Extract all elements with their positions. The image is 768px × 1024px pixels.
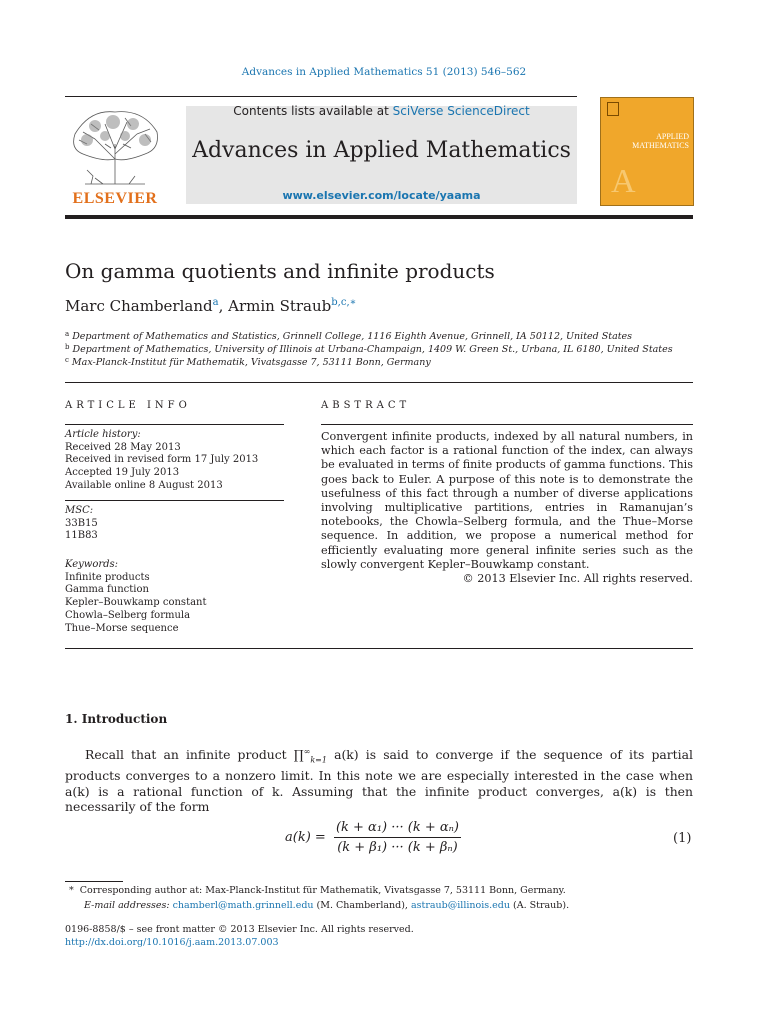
abstract-copyright: © 2013 Elsevier Inc. All rights reserved.: [462, 572, 693, 585]
revised-date: Received in revised form 17 July 2013: [65, 454, 259, 466]
product-lower-limit: k=1: [310, 755, 327, 765]
equation-number: (1): [673, 831, 692, 846]
affiliation-text: Department of Mathematics, University of Illinois at Urbana-Champaign, 1409 W. Green St., Urbana, IL 6180, United States: [72, 344, 673, 355]
msc-label: MSC:: [65, 505, 94, 516]
msc-code: 33B15: [65, 517, 98, 529]
affiliation-mark: a: [65, 330, 70, 338]
author-affiliation-mark[interactable]: b,c,∗: [331, 297, 357, 308]
msc-codes: [65, 505, 284, 543]
author-name: Armin Straub: [228, 297, 332, 315]
email-label: E-mail addresses:: [84, 900, 170, 911]
online-date: Available online 8 August 2013: [65, 479, 223, 491]
corresponding-author-footnote: [65, 885, 566, 896]
intro-paragraph: [65, 744, 693, 815]
contents-prefix: Contents lists available at: [233, 104, 393, 118]
corresponding-text: Corresponding author at: Max-Planck-Institut für Mathematik, Vivatsgasse 7, 53111 Bonn, Germany.: [79, 885, 566, 896]
cover-title-line1: APPLIED: [656, 132, 689, 141]
equation-lhs: a(k) =: [285, 830, 326, 845]
section-heading-introduction: 1. Introduction: [65, 712, 168, 726]
email-link-chamberland[interactable]: chamberl@math.grinnell.edu: [172, 900, 314, 911]
contents-line: [186, 104, 577, 118]
footnote-mark: *: [69, 885, 74, 896]
journal-reference[interactable]: Advances in Applied Mathematics 51 (2013) 546–562: [241, 66, 527, 78]
product-upper-limit: ∞: [303, 747, 311, 756]
issn-line: 0196-8858/$ – see front matter © 2013 Elsevier Inc. All rights reserved.: [65, 924, 414, 935]
abstract-rule: [321, 424, 693, 425]
email-link-straub[interactable]: astraub@illinois.edu: [410, 900, 510, 911]
journal-title: Advances in Applied Mathematics: [192, 138, 571, 163]
affiliation-text: Max-Planck-Institut für Mathematik, Vivatsgasse 7, 53111 Bonn, Germany: [71, 357, 431, 368]
footnote-rule: [65, 881, 123, 882]
paper-title: On gamma quotients and infinite products: [65, 259, 495, 283]
affiliation-mark: c: [65, 356, 69, 364]
cover-title: [605, 132, 689, 150]
journal-url-link[interactable]: www.elsevier.com/locate/yaama: [282, 189, 481, 202]
author-name: Marc Chamberland: [65, 297, 213, 315]
cover-logo-icon: [607, 102, 619, 116]
keyword: Chowla–Selberg formula: [65, 609, 191, 621]
keyword: Infinite products: [65, 571, 150, 583]
product-symbol: ∏: [293, 747, 304, 763]
email-owner: (M. Chamberland),: [313, 900, 411, 911]
article-history: [65, 429, 284, 493]
info-rule: [65, 500, 284, 501]
equation-denominator: (k + β₁) ··· (k + βₙ): [337, 840, 458, 855]
intro-text-rest: a(k) is said to converge if the sequence of its partial products converges to a nonzero limit. In this note we are especially interested in the case when a(k) is a rational function of k. Assuming that the infinite product converges, a(k) is then necessarily of the form: [65, 747, 693, 815]
affiliation: [65, 330, 632, 342]
intro-text-start: Recall that an infinite product: [85, 747, 294, 763]
abstract-heading: ABSTRACT: [321, 400, 411, 411]
keywords-label: Keywords:: [65, 559, 119, 570]
sciencedirect-link[interactable]: SciVerse ScienceDirect: [392, 104, 530, 118]
header-bottom-rule: [65, 215, 693, 219]
cover-title-line2: MATHEMATICS: [632, 141, 689, 150]
affiliation: [65, 356, 431, 368]
keyword: Kepler–Bouwkamp constant: [65, 597, 207, 609]
info-rule: [65, 424, 284, 425]
affiliation: [65, 343, 673, 355]
section-rule: [65, 648, 693, 649]
doi-link[interactable]: http://dx.doi.org/10.1016/j.aam.2013.07.003: [65, 937, 279, 948]
journal-cover-thumbnail: [600, 97, 694, 206]
keywords: [65, 559, 284, 635]
msc-code: 11B83: [65, 530, 98, 542]
cover-letter: A: [611, 163, 636, 200]
accepted-date: Accepted 19 July 2013: [65, 467, 180, 479]
keyword: Thue–Morse sequence: [65, 622, 179, 634]
abstract-text: Convergent infinite products, indexed by all natural numbers, in which each factor is a rational function of the index, can always be evaluated in terms of finite products of gamma functions. This goes back to Euler. A purpose of this note is to demonstrate the usefulness of this fact through a number of diverse applications involving multiplicative partitions, entries in Ramanujan’s notebooks, the Chowla–Selberg formula, and the Thue–Morse sequence. In addition, we propose a numerical method for efficiently evaluating more general infinite series such as the slowly convergent Kepler–Bouwkamp constant.: [321, 430, 693, 571]
section-rule: [65, 382, 693, 383]
header-top-rule: [65, 96, 577, 97]
email-owner: (A. Straub).: [510, 900, 570, 911]
equation-1: [285, 820, 461, 855]
received-date: Received 28 May 2013: [65, 441, 181, 453]
elsevier-wordmark: ELSEVIER: [72, 190, 158, 207]
affiliation-text: Department of Mathematics and Statistics, Grinnell College, 1116 Eighth Avenue, Grinnell, IA 50112, United States: [72, 331, 633, 342]
author-affiliation-mark[interactable]: a: [212, 297, 219, 308]
history-label: Article history:: [65, 429, 141, 440]
keyword: Gamma function: [65, 584, 149, 596]
affiliation-mark: b: [65, 343, 70, 351]
equation-numerator: (k + α₁) ··· (k + αₙ): [334, 820, 461, 838]
equation-fraction: [334, 820, 461, 855]
article-info-heading: ARTICLE INFO: [65, 400, 191, 411]
author-list: Marc Chamberland$^a$, Armin Straub$^{b,c,∗}$: [65, 297, 357, 315]
email-footnote: [84, 900, 569, 911]
